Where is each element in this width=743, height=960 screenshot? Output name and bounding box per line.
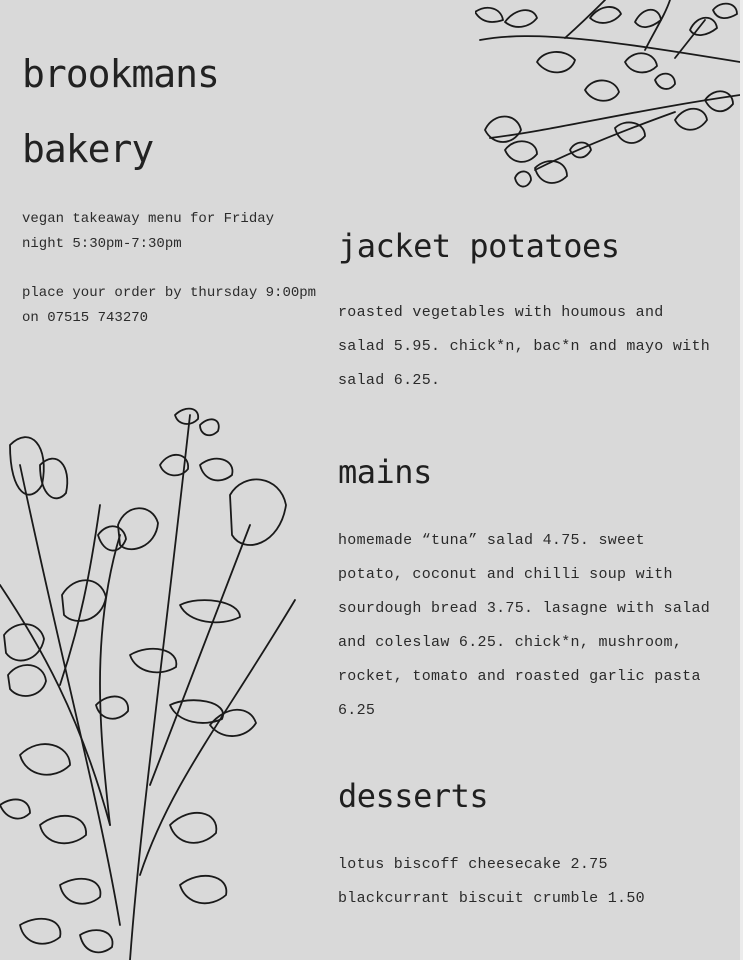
section-heading-jacket-potatoes: jacket potatoes xyxy=(338,227,620,265)
section-heading-desserts: desserts xyxy=(338,777,489,815)
floral-bouquet-icon xyxy=(0,405,300,960)
menu-schedule-text: vegan takeaway menu for Friday night 5:30pm-7:30pm xyxy=(22,211,275,252)
order-instructions-text: place your order by thursday 9:00pm on 07515 743270 xyxy=(22,285,317,326)
section-body-mains: homemade “tuna” salad 4.75. sweet potato, coconut and chilli soup with sourdough bread 3.75. lasagne with salad and coleslaw 6.25. chick*n, mushroom, rocket, tomato and roasted garlic pasta 6.25 xyxy=(338,532,711,719)
dessert-item: lotus biscoff cheesecake 2.75 xyxy=(338,856,608,873)
dessert-item: blackcurrant biscuit crumble 1.50 xyxy=(338,890,645,907)
section-body-jacket-potatoes: roasted vegetables with houmous and salad 5.95. chick*n, bac*n and mayo with salad 6.25. xyxy=(338,304,711,389)
page-title-line1: brookmans xyxy=(22,52,219,96)
section-heading-mains: mains xyxy=(338,453,432,491)
floral-sprig-icon xyxy=(475,0,740,210)
section-body-desserts xyxy=(338,848,713,916)
page-title-line2: bakery xyxy=(22,127,154,171)
